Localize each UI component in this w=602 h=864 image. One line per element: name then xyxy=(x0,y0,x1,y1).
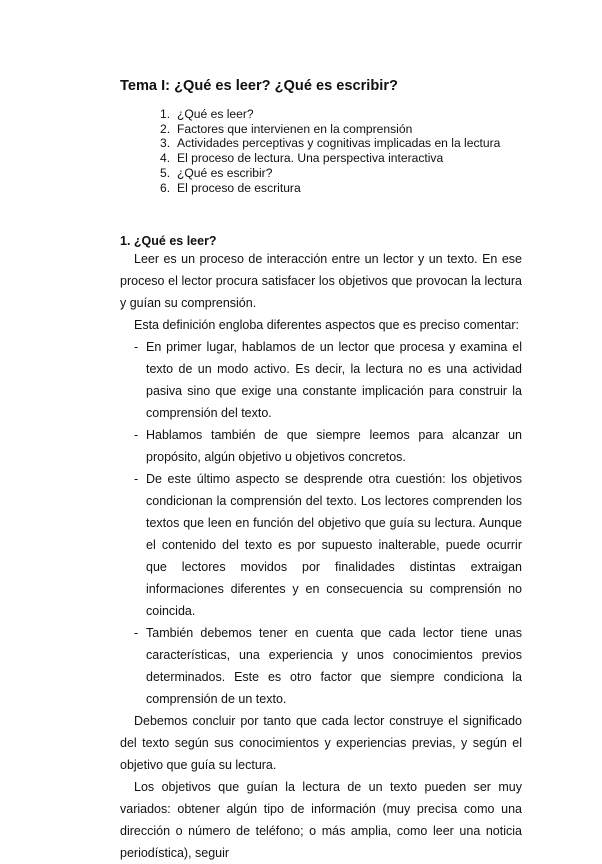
toc-item-number: 5. xyxy=(160,165,171,180)
toc-item-number: 6. xyxy=(160,180,171,195)
list-item-text: En primer lugar, hablamos de un lector que procesa y examina el texto de un modo activo. Es decir, la lectura no es una actividad pasiva sino que exige una constante implicación para construir la comprensión del texto. xyxy=(146,340,522,420)
toc-item-number: 2. xyxy=(160,121,171,136)
paragraph: Debemos concluir por tanto que cada lector construye el significado del texto según sus conocimientos y experiencias previas, y según el objetivo que guía su lectura. xyxy=(120,714,522,772)
bullet-dash: - xyxy=(134,340,139,354)
toc-item xyxy=(160,151,540,166)
toc-item xyxy=(160,166,540,181)
toc-item xyxy=(160,136,540,151)
toc-item xyxy=(160,122,540,137)
toc-item-number: 4. xyxy=(160,151,171,166)
toc-item-number: 1. xyxy=(160,107,171,121)
toc-item xyxy=(160,107,540,122)
list-item xyxy=(120,424,522,468)
toc-item-text: El proceso de lectura. Una perspectiva interactiva xyxy=(177,151,444,166)
list-item xyxy=(120,336,522,424)
bullet-dash: - xyxy=(134,626,139,640)
toc-item-text: ¿Qué es leer? xyxy=(177,107,254,121)
table-of-contents xyxy=(160,107,540,195)
paragraph: Los objetivos que guían la lectura de un texto pueden ser muy variados: obtener algún tipo de información (muy precisa como una dirección o número de teléfono; o más amplia, como leer una noticia periodística), seguir xyxy=(120,780,522,860)
bullet-dash: - xyxy=(134,472,139,486)
bullet-list xyxy=(120,336,522,710)
section-heading: 1. ¿Qué es leer? xyxy=(120,234,217,248)
bullet-dash: - xyxy=(134,428,139,442)
list-item xyxy=(120,622,522,710)
list-item xyxy=(120,468,522,622)
toc-item xyxy=(160,181,540,196)
paragraph: Esta definición engloba diferentes aspectos que es preciso comentar: xyxy=(134,318,519,332)
list-item-text: Hablamos también de que siempre leemos para alcanzar un propósito, algún objetivo u objetivos concretos. xyxy=(146,428,522,464)
toc-item-number: 3. xyxy=(160,136,171,151)
toc-item-text: Actividades perceptivas y cognitivas implicadas en la lectura xyxy=(177,136,501,151)
toc-item-text: Factores que intervienen en la comprensión xyxy=(177,121,413,136)
page-title: Tema I: ¿Qué es leer? ¿Qué es escribir? xyxy=(120,78,398,94)
toc-item-text: ¿Qué es escribir? xyxy=(177,165,273,180)
list-item-text: De este último aspecto se desprende otra cuestión: los objetivos condicionan la comprensión del texto. Los lectores comprenden los textos que leen en función del objetivo que guía su lectura. Aunque el contenido del texto es por supuesto inalterable, puede ocurrir que lectores movidos por finalidades distintas extraigan informaciones diferentes y en consecuencia su comprensión no coincida. xyxy=(146,472,522,618)
list-item-text: También debemos tener en cuenta que cada lector tiene unas características, una experiencia y unos conocimientos previos determinados. Este es otro factor que siempre condiciona la comprensión de un texto. xyxy=(146,626,522,706)
section-body xyxy=(120,248,522,864)
paragraph: Leer es un proceso de interacción entre un lector y un texto. En ese proceso el lector procura satisfacer los objetivos que provocan la lectura y guían su comprensión. xyxy=(120,252,522,310)
toc-item-text: El proceso de escritura xyxy=(177,180,301,195)
